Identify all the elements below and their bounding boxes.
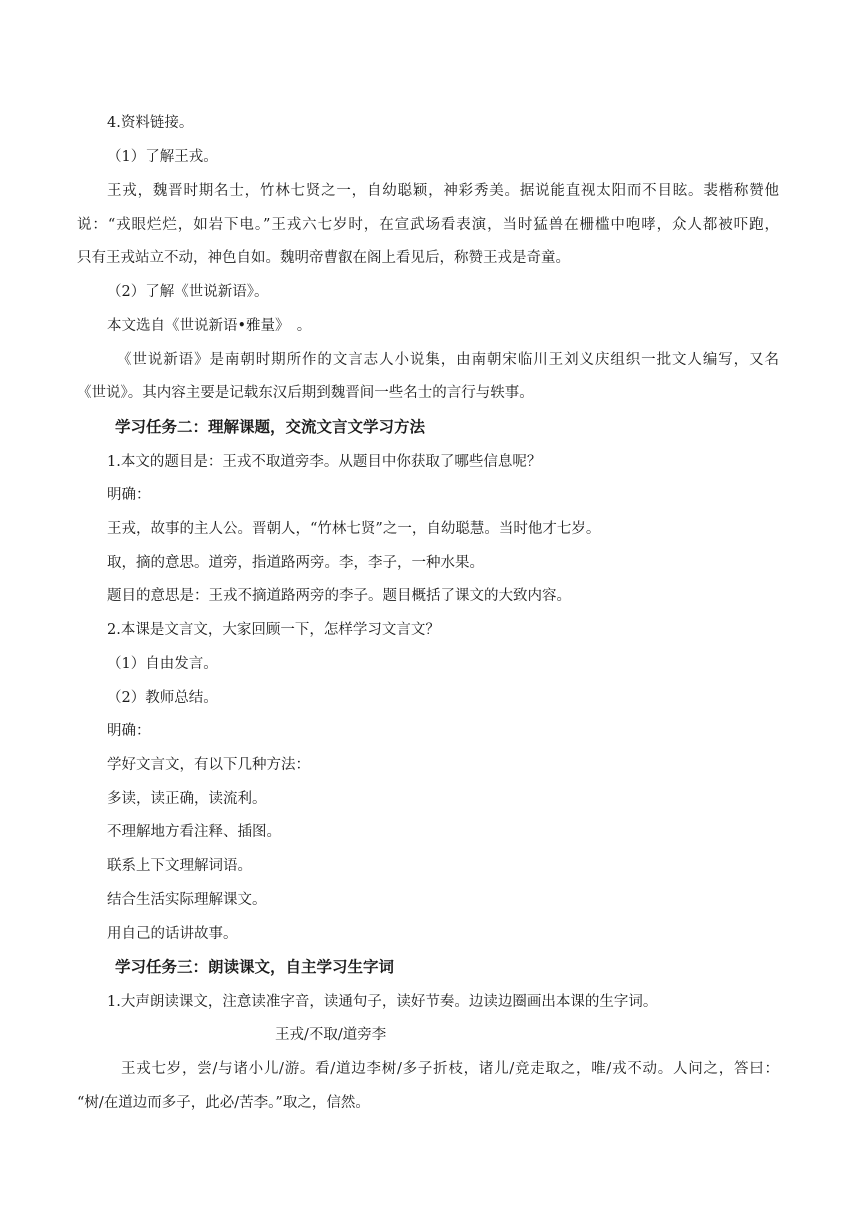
body-text: 2.本课是文言文，大家回顾一下，怎样学习文言文？ — [107, 622, 440, 638]
body-text: 题目的意思是：王戎不摘道路两旁的李子。题目概括了课文的大致内容。 — [107, 588, 571, 604]
section-number: 4.资料链接。 — [107, 115, 194, 131]
subsection-heading: （1）了解王戎。 — [107, 149, 218, 165]
body-text: 《世说》。其内容主要是记载东汉后期到魏晋间一些名士的言行与轶事。 — [77, 385, 534, 401]
body-text: 只有王戎站立不动，神色自如。魏明帝曹叡在阁上看见后，称赞王戎是奇童。 — [77, 250, 570, 266]
body-text: 《世说新语》是南朝时期所作的文言志人小说集，由南朝宋临川王刘义庆组织一批文人编写，又名 — [117, 352, 779, 368]
body-text: 联系上下文理解词语。 — [107, 858, 252, 874]
body-text: 明确： — [107, 723, 151, 739]
body-text: 说：“戎眼烂烂，如岩下电。”王戎六七岁时，在宣武场看表演，当时猛兽在栅槛中咆哮，众人都被吓跑， — [77, 217, 779, 233]
body-text: 1.本文的题目是：王戎不取道旁李。从题目中你获取了哪些信息呢？ — [107, 454, 542, 470]
body-text: 明确： — [107, 487, 151, 503]
poem-title: 王戎/不取/道旁李 — [275, 1027, 387, 1043]
body-text: 本文选自《世说新语•雅量》 。 — [107, 318, 312, 334]
body-text: （1）自由发言。 — [107, 656, 218, 672]
body-text: 王戎，魏晋时期名士，竹林七贤之一，自幼聪颖，神彩秀美。据说能直视太阳而不目眩。裴楷称赞他 — [107, 183, 779, 199]
section-heading: 学习任务三：朗读课文，自主学习生字词 — [115, 957, 395, 976]
body-text: 结合生活实际理解课文。 — [107, 892, 267, 908]
subsection-heading: （2）了解《世说新语》。 — [107, 284, 269, 300]
section-heading: 学习任务二：理解课题，交流文言文学习方法 — [115, 417, 426, 436]
classical-text: “树/在道边而多子，此必/苦李。”取之，信然。 — [77, 1095, 370, 1111]
classical-text: 王戎七岁，尝/与诸小儿/游。看/道边李树/多子折枝，诸儿/竞走取之，唯/戎不动。人问之，答曰： — [121, 1061, 779, 1077]
body-text: 取，摘的意思。道旁，指道路两旁。李，李子，一种水果。 — [107, 555, 484, 571]
body-text: 学好文言文，有以下几种方法： — [107, 757, 310, 773]
body-text: 王戎，故事的主人公。晋朝人，“竹林七贤”之一，自幼聪慧。当时他才七岁。 — [107, 521, 601, 537]
body-text: 不理解地方看注释、插图。 — [107, 824, 281, 840]
body-text: 用自己的话讲故事。 — [107, 926, 238, 942]
body-text: 多读，读正确，读流利。 — [107, 791, 267, 807]
body-text: 1.大声朗读课文，注意读准字音，读通句子，读好节奏。边读边圈画出本课的生字词。 — [107, 994, 658, 1010]
body-text: （2）教师总结。 — [107, 690, 218, 706]
